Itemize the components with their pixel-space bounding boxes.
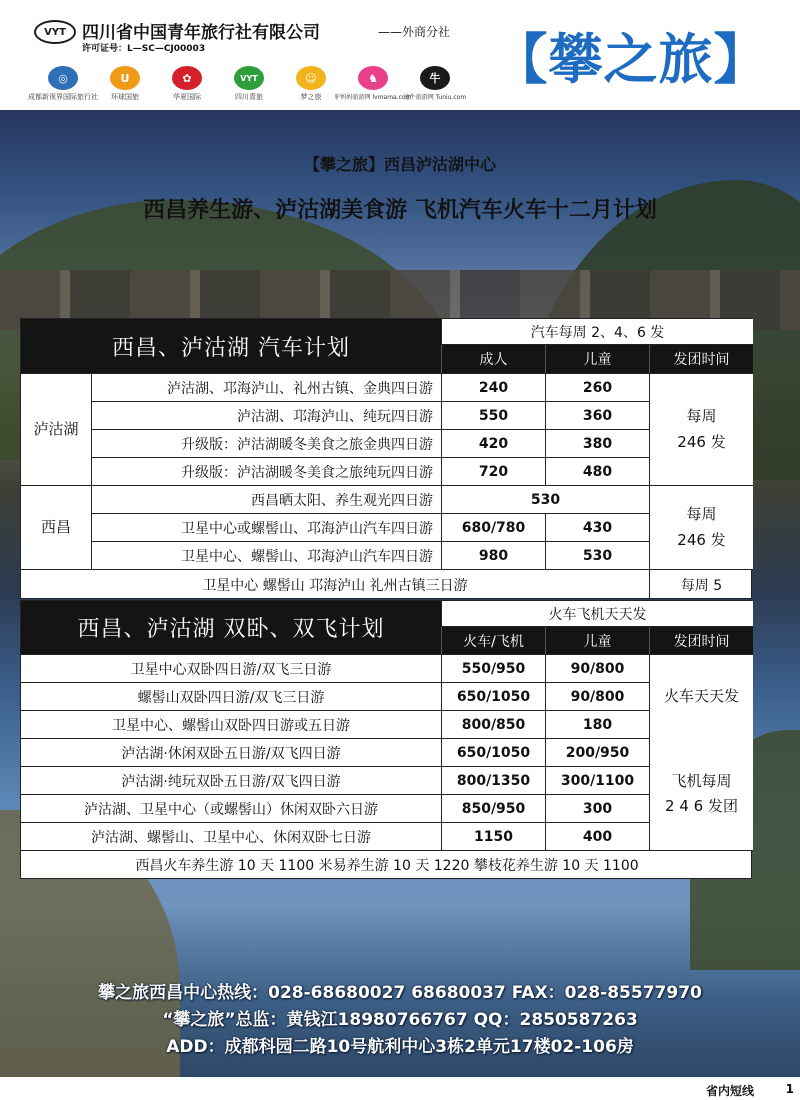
route-name: 卫星中心或螺髻山、邛海泸山汽车四日游: [91, 514, 441, 541]
partner-icon: U: [110, 66, 140, 90]
adult-price: 550: [441, 402, 545, 429]
table-row: [21, 766, 753, 794]
table-row: [21, 513, 753, 541]
partner-name: 梦之旅: [300, 93, 322, 101]
column-header: 火车/飞机: [441, 627, 545, 654]
depart-time: 每周 5: [649, 570, 753, 599]
child-price: 90/800: [545, 655, 649, 682]
column-header: 儿童: [545, 627, 649, 654]
child-price: 300/1100: [545, 767, 649, 794]
table-row: [21, 682, 753, 710]
company-logo: VYT: [34, 20, 76, 44]
child-price: 360: [545, 402, 649, 429]
director-contact: “攀之旅”总监：黄钱江18980766767 QQ：2850587263: [162, 1010, 638, 1030]
partner-icon: ◎: [48, 66, 78, 90]
table-row: [21, 850, 753, 879]
table-row: [21, 822, 753, 850]
partner-name: 驴妈妈旅游网 lvmama.com: [334, 94, 412, 101]
company-name: 四川省中国青年旅行社有限公司: [82, 23, 320, 43]
table-row: [21, 401, 753, 429]
partner-name: 四川青旅: [235, 93, 263, 101]
depart-time: 每周 246 发: [649, 373, 753, 485]
child-price: 90/800: [545, 683, 649, 710]
partner-icon: ☺: [296, 66, 326, 90]
table-row: [21, 654, 753, 682]
adult-price: 800/1350: [441, 767, 545, 794]
partner-logos: [28, 66, 467, 110]
partner-logo: [282, 66, 340, 102]
table-row: [21, 373, 753, 401]
route-name: 螺髻山双卧四日游/双飞三日游: [137, 689, 325, 706]
route-name: 升级版：泸沽湖暖冬美食之旅金典四日游: [91, 430, 441, 457]
group-label: 泸沽湖: [21, 373, 91, 485]
partner-name: 成都新视界国际旅行社: [28, 93, 98, 101]
partner-icon: ♞: [358, 66, 388, 90]
child-price: 530: [545, 542, 649, 569]
partner-logo: [158, 66, 216, 102]
adult-price: 650/1050: [441, 739, 545, 766]
route-name: 升级版：泸沽湖暖冬美食之旅纯玩四日游: [91, 458, 441, 485]
table-row: [21, 569, 753, 599]
child-price: 480: [545, 458, 649, 485]
train-flight-plan-table: [20, 600, 752, 879]
route-name: 泸沽湖、卫星中心（或螺髻山）休闲双卧六日游: [84, 801, 378, 818]
adult-price: 680/780: [441, 514, 545, 541]
adult-price: 980: [441, 542, 545, 569]
table-row: [21, 794, 753, 822]
child-price: 260: [545, 374, 649, 401]
child-price: 430: [545, 514, 649, 541]
address: ADD：成都科园二路10号航利中心3栋2单元17楼02-106房: [166, 1037, 634, 1057]
branch-name: ——外商分社: [378, 25, 451, 39]
page-number: 1: [785, 1082, 794, 1096]
route-name: 卫星中心 螺髻山 邛海泸山 礼州古镇三日游: [202, 577, 468, 594]
partner-name: 环球国旅: [111, 93, 139, 101]
license-number: 许可证号：L—SC—CJ00003: [82, 44, 206, 54]
table-header: [21, 601, 753, 654]
bus-plan-table: [20, 318, 752, 599]
table-row: [21, 541, 753, 569]
schedule-note: 汽车每周 2、4、6 发: [441, 319, 753, 345]
child-price: 400: [545, 823, 649, 850]
child-price: 180: [545, 711, 649, 738]
adult-price: 720: [441, 458, 545, 485]
table-row: [21, 710, 753, 738]
child-price: 200/950: [545, 739, 649, 766]
child-price: 300: [545, 795, 649, 822]
hotline: 攀之旅西昌中心热线：028-68680027 68680037 FAX：028-85577970: [98, 983, 702, 1003]
schedule-note: 火车飞机天天发: [441, 601, 753, 627]
group-label: 西昌: [21, 485, 91, 569]
route-name: 泸沽湖、邛海泸山、礼州古镇、金典四日游: [91, 374, 441, 401]
route-name: 卫星中心、螺髻山双卧四日游或五日游: [112, 717, 350, 734]
health-tours: 西昌火车养生游 10 天 1100 米易养生游 10 天 1220 攀枝花养生游 10 天 1100: [135, 858, 639, 874]
partner-logo: [96, 66, 154, 102]
route-name: 泸沽湖·纯玩双卧五日游/双飞四日游: [121, 773, 341, 790]
adult-price: 650/1050: [441, 683, 545, 710]
partner-logo: [334, 66, 412, 101]
partner-name: 华夏国际: [173, 93, 201, 101]
partner-icon: ✿: [172, 66, 202, 90]
column-header: 发团时间: [649, 627, 753, 654]
route-name: 泸沽湖、螺髻山、卫星中心、休闲双卧七日游: [91, 829, 371, 846]
column-header: 发团时间: [649, 345, 753, 373]
partner-icon: VYT: [234, 66, 264, 90]
depart-time: 每周 246 发: [649, 485, 753, 569]
table-title: 西昌、泸沽湖 双卧、双飞计划: [21, 601, 441, 654]
table-header: [21, 319, 753, 373]
route-name: 卫星中心双卧四日游/双飞三日游: [130, 661, 332, 678]
table-row: [21, 429, 753, 457]
depart-time: 飞机每周 2 4 6 发团: [649, 738, 753, 850]
brand-title: 【攀之旅】: [493, 27, 769, 91]
table-row: [21, 485, 753, 513]
partner-logo: [28, 66, 98, 102]
section-label: 省内短线: [705, 1084, 754, 1098]
child-price: 380: [545, 430, 649, 457]
adult-price: 800/850: [441, 711, 545, 738]
adult-price: 240: [441, 374, 545, 401]
table-title: 西昌、泸沽湖 汽车计划: [21, 319, 441, 373]
adult-price: 850/950: [441, 795, 545, 822]
adult-price: 550/950: [441, 655, 545, 682]
combined-price: 530: [441, 486, 649, 513]
partner-icon: 牛: [420, 66, 450, 90]
column-header: 成人: [441, 345, 545, 373]
partner-logo: [220, 66, 278, 102]
column-header: 儿童: [545, 345, 649, 373]
route-name: 泸沽湖、邛海泸山、纯玩四日游: [91, 402, 441, 429]
adult-price: 1150: [441, 823, 545, 850]
adult-price: 420: [441, 430, 545, 457]
partner-name: 途牛旅游网 Tuniu.com: [403, 94, 467, 101]
depart-time: 火车天天发: [649, 654, 753, 738]
main-title: 西昌养生游、泸沽湖美食游 飞机汽车火车十二月计划: [143, 198, 657, 223]
partner-logo: [403, 66, 467, 101]
route-name: 泸沽湖·休闲双卧五日游/双飞四日游: [121, 745, 341, 762]
sub-title: 【攀之旅】西昌泸沽湖中心: [303, 155, 496, 174]
route-name: 西昌晒太阳、养生观光四日游: [91, 486, 441, 513]
table-row: [21, 738, 753, 766]
route-name: 卫星中心、螺髻山、邛海泸山汽车四日游: [91, 542, 441, 569]
table-row: [21, 457, 753, 485]
